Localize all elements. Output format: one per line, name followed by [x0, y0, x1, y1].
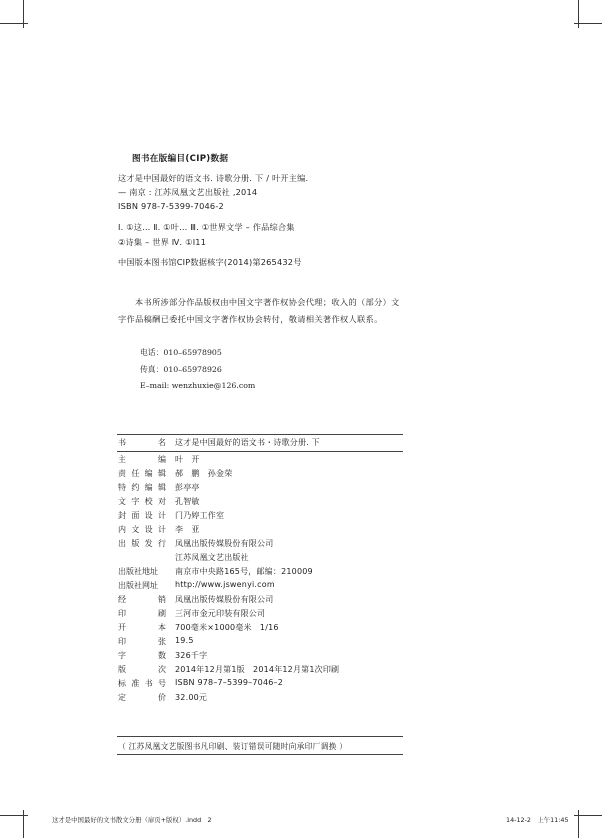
colophon-label-char: 本	[158, 623, 166, 632]
colophon-label-char: 版	[118, 665, 126, 674]
colophon-value: 凤凰出版传媒股份有限公司	[175, 595, 274, 604]
crop-mark-bottom-left-h	[0, 815, 28, 816]
colophon-label-char: 价	[158, 693, 166, 702]
colophon-label-char: 文	[131, 525, 140, 534]
colophon-label-char: 字	[118, 651, 126, 660]
colophon-label-char: 准	[131, 679, 140, 688]
colophon-label-char: 定	[118, 693, 126, 702]
colophon-label-char: 销	[158, 595, 166, 604]
colophon-label-char: 印	[118, 609, 126, 618]
colophon-label	[118, 650, 166, 661]
colophon-label-char: 次	[158, 665, 166, 674]
colophon-value: 孔智敏	[175, 497, 200, 506]
colophon-label-char: 约	[131, 483, 140, 492]
colophon-value: 326千字	[175, 651, 208, 660]
colophon-label-char: 印	[118, 637, 126, 646]
cip-line-classification-2: ②诗集 – 世界 Ⅳ. ①I11	[118, 237, 207, 247]
colophon-value: 江苏凤凰文艺出版社	[175, 553, 249, 562]
colophon-label-char: 计	[157, 525, 166, 534]
colophon-value: 19.5	[175, 636, 194, 645]
colophon-label-char: 内	[118, 525, 126, 534]
colophon-label-char: 主	[118, 455, 126, 464]
colophon-label	[118, 678, 166, 689]
colophon-label-char: 版	[131, 539, 140, 548]
colophon-label	[118, 510, 166, 521]
copyright-notice: 本书所涉部分作品版权由中国文字著作权协会代理；收入的（部分）文字作品稿酬已委托中国文字著作权协会转付，敬请相关著作权人联系。	[118, 297, 400, 324]
contact-phone: 电话：010–65978905	[140, 348, 222, 357]
colophon-top-rule	[117, 434, 403, 435]
colophon-label	[118, 524, 166, 535]
colophon-label-char: 面	[131, 511, 140, 520]
cip-line-record-number: 中国版本图书馆CIP数据核字(2014)第265432号	[118, 257, 302, 267]
cip-line-publisher: — 南京 : 江苏凤凰文艺出版社 ,2014	[118, 187, 258, 197]
colophon-label-char: 设	[144, 511, 153, 520]
colophon-label-char: 开	[118, 623, 126, 632]
colophon-label-char: 责	[118, 469, 126, 478]
footnote-rule	[117, 754, 403, 755]
colophon-label-char: 设	[144, 525, 153, 534]
colophon-value: 郝 鹏 孙金荣	[175, 469, 233, 478]
crop-mark-top-left-h	[0, 23, 28, 24]
colophon-label-char: 任	[131, 469, 140, 478]
colophon-label	[118, 468, 166, 479]
colophon-value: 这才是中国最好的语文书・诗歌分册. 下	[175, 438, 320, 447]
colophon-value: 彭亭亭	[175, 483, 200, 492]
colophon-value: 三河市金元印装有限公司	[175, 609, 266, 618]
colophon-label-char: 刷	[158, 609, 166, 618]
colophon-label-char: 发	[144, 539, 153, 548]
colophon-value: 700毫米×1000毫米 1/16	[175, 623, 279, 632]
cip-line-isbn: ISBN 978-7-5399-7046-2	[118, 201, 224, 211]
colophon-label	[118, 538, 166, 549]
colophon-value: 凤凰出版传媒股份有限公司	[175, 539, 274, 548]
crop-mark-top-right-h	[574, 23, 602, 24]
colophon-value: 32.00元	[175, 693, 208, 702]
colophon-label-char: 数	[158, 651, 166, 660]
colophon-label-char: 封	[118, 511, 126, 520]
colophon-label-char: 辑	[157, 469, 166, 478]
cip-line-title: 这才是中国最好的语文书. 诗歌分册. 下 / 叶开主编.	[118, 173, 309, 183]
colophon-label-char: 书	[118, 438, 126, 447]
colophon-label	[118, 454, 166, 465]
colophon-label-char: 名	[158, 438, 166, 447]
colophon-label-char: 字	[131, 497, 140, 506]
contact-email: E–mail: wenzhuxie@126.com	[140, 381, 256, 390]
slug-filename: 这才是中国最好的文书散文分册（扉页+版权）.indd 2	[52, 816, 212, 824]
colophon-label	[118, 594, 166, 605]
colophon-value: 李 亚	[175, 525, 200, 534]
slug-datetime: 14-12-2 上午11:45	[506, 816, 569, 824]
colophon-title-rule	[117, 451, 403, 452]
colophon-label-text: 出版社网址	[118, 581, 158, 590]
colophon-label-char: 特	[118, 483, 126, 492]
colophon-value: 门乃婷工作室	[175, 511, 225, 520]
colophon-value: http://www.jswenyi.com	[175, 580, 275, 589]
colophon-label-char: 编	[144, 483, 153, 492]
colophon-label-char: 出	[118, 539, 126, 548]
colophon-label	[118, 566, 166, 577]
colophon-label	[118, 437, 166, 448]
colophon-value: 叶 开	[175, 455, 200, 464]
colophon-label	[118, 482, 166, 493]
colophon-label	[118, 692, 166, 703]
colophon-label-text: 出版社地址	[118, 567, 158, 576]
colophon-label	[118, 622, 166, 633]
colophon-footnote: （ 江苏凤凰文艺版图书凡印刷、装订错误可随时向承印厂调换 ）	[118, 742, 348, 751]
colophon-label	[118, 664, 166, 675]
colophon-value: ISBN 978–7–5399–7046–2	[175, 678, 284, 687]
colophon-label-char: 编	[158, 455, 166, 464]
colophon-value: 南京市中央路165号，邮编：210009	[175, 567, 313, 576]
colophon-value: 2014年12月第1版 2014年12月第1次印刷	[175, 665, 340, 674]
cip-line-classification-1: Ⅰ. ①这… Ⅱ. ①叶… Ⅲ. ①世界文学 – 作品综合集	[118, 222, 295, 232]
colophon-label-char: 书	[144, 679, 153, 688]
contact-fax: 传真：010–65978926	[140, 365, 222, 374]
colophon-label-char: 文	[118, 497, 126, 506]
colophon-label	[118, 608, 166, 619]
colophon-bottom-rule	[117, 736, 403, 737]
colophon-label-char: 对	[157, 497, 166, 506]
colophon-label-char: 计	[157, 511, 166, 520]
colophon-label-char: 编	[144, 469, 153, 478]
colophon-label-char: 行	[157, 539, 166, 548]
cip-title: 图书在版编目(CIP)数据	[132, 154, 229, 164]
colophon-label-char: 辑	[157, 483, 166, 492]
colophon-label-char: 经	[118, 595, 126, 604]
colophon-label-char: 标	[118, 679, 126, 688]
colophon-label	[118, 636, 166, 647]
colophon-label	[118, 580, 166, 591]
colophon-label-char: 号	[157, 679, 166, 688]
colophon-label	[118, 496, 166, 507]
crop-mark-bottom-right-h	[574, 815, 602, 816]
colophon-label-char: 张	[158, 637, 166, 646]
colophon-label-char: 校	[144, 497, 153, 506]
